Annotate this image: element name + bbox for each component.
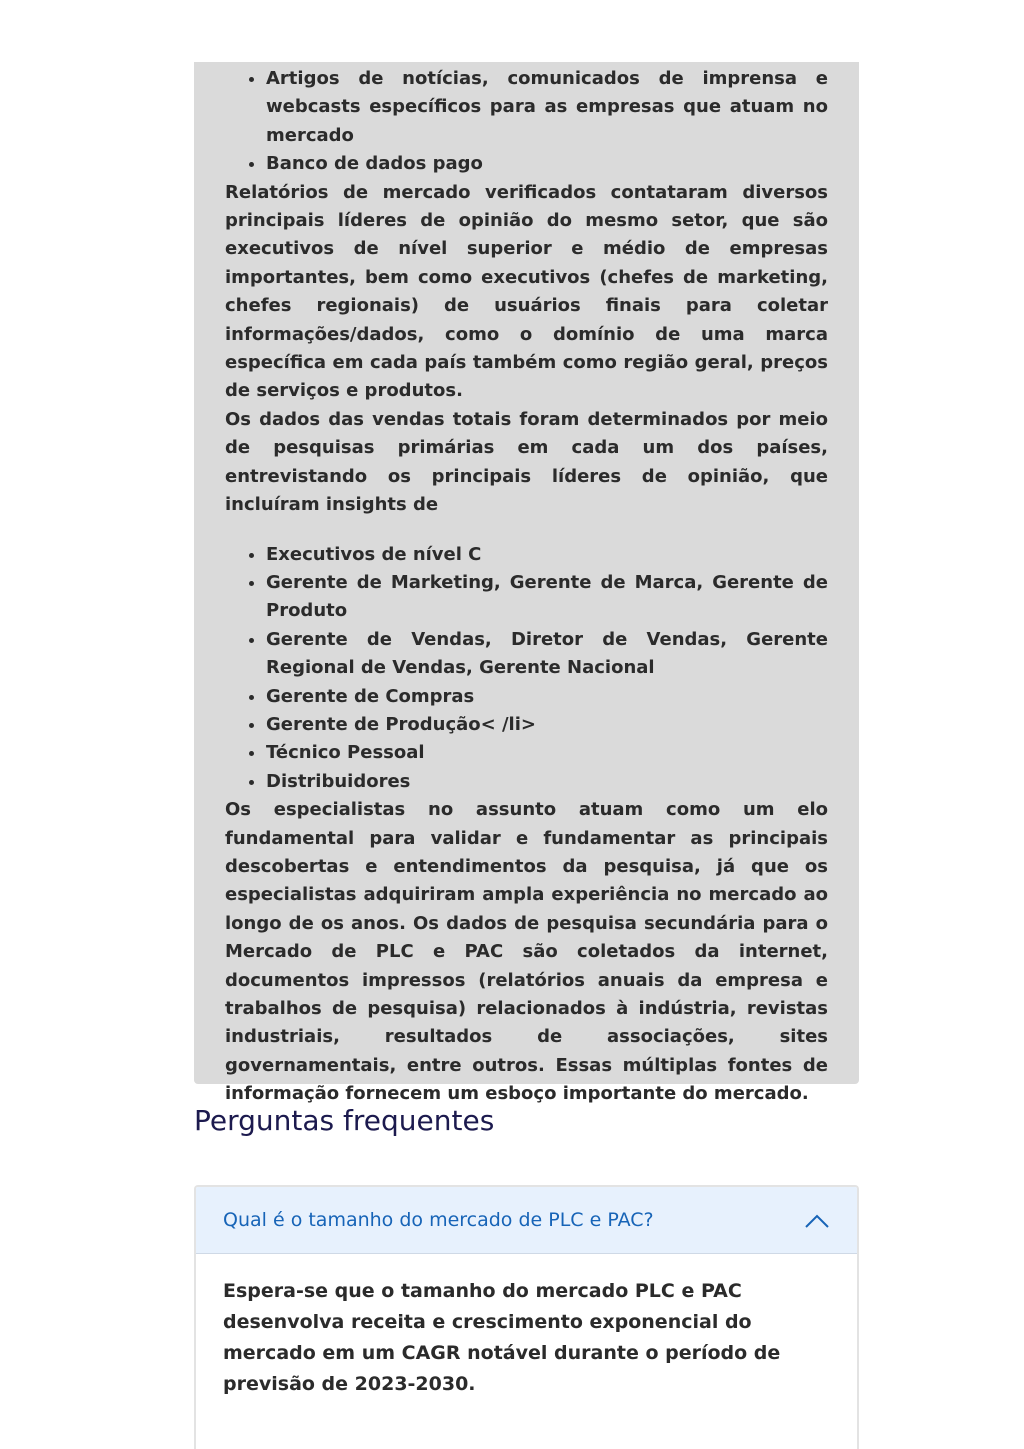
faq-question-label: Qual é o tamanho do mercado de PLC e PAC? — [223, 1209, 654, 1231]
list-item: • Técnico Pessoal — [266, 739, 828, 767]
faq-answer: Espera-se que o tamanho do mercado PLC e PAC desenvolva receita e crescimento exponencial do mercado em um CAGR notável durante o período de previsão de 2023-2030. — [223, 1280, 781, 1395]
roles-list — [225, 541, 828, 797]
methodology-paragraph: Os especialistas no assunto atuam como um elo fundamental para validar e fundamentar as principais descobertas e entendimentos da pesquisa, já que os especialistas adquiriram ampla experiência no mercado ao longo de os anos. Os dados de pesquisa secundária para o Mercado de PLC e PAC são coletados da internet, documentos impressos (relatórios anuais da empresa e trabalhos de pesquisa) relacionados à indústria, revistas industriais, resultados de associações, sites governamentais, entre outros. Essas múltiplas fontes de informação fornecem um esboço importante do mercado. — [225, 799, 828, 1105]
faq-title: Perguntas frequentes — [194, 1104, 495, 1137]
chevron-up-icon[interactable] — [805, 1213, 829, 1227]
list-item: • Banco de dados pago — [266, 150, 828, 178]
list-item: • Gerente de Compras — [266, 683, 828, 711]
list-item: • Artigos de notícias, comunicados de imprensa e webcasts específicos para as empresas que atuam no mercado — [266, 65, 828, 150]
faq-question-button[interactable] — [196, 1187, 857, 1254]
list-item: • Gerente de Vendas, Diretor de Vendas, Gerente Regional de Vendas, Gerente Nacional — [266, 626, 828, 683]
methodology-panel — [194, 62, 859, 1105]
faq-accordion — [194, 1185, 859, 1449]
methodology-paragraph: Relatórios de mercado verificados contataram diversos principais líderes de opinião do mesmo setor, que são executivos de nível superior e médio de empresas importantes, bem como executivos (chefes de marketing, chefes regionais) de usuários finais para coletar informações/dados, como o domínio de uma marca específica em cada país também como região geral, preços de serviços e produtos. — [225, 181, 828, 402]
list-item: • Gerente de Produção< /li> — [266, 711, 828, 739]
methodology-paragraph: Os dados das vendas totais foram determinados por meio de pesquisas primárias em cada um dos países, entrevistando os principais líderes de opinião, que incluíram insights de — [225, 408, 828, 516]
sources-list — [225, 65, 828, 179]
list-item: • Distribuidores — [266, 768, 828, 796]
list-item: • Executivos de nível C — [266, 541, 828, 569]
list-item: • Gerente de Marketing, Gerente de Marca, Gerente de Produto — [266, 569, 828, 626]
methodology-content — [225, 65, 828, 1109]
